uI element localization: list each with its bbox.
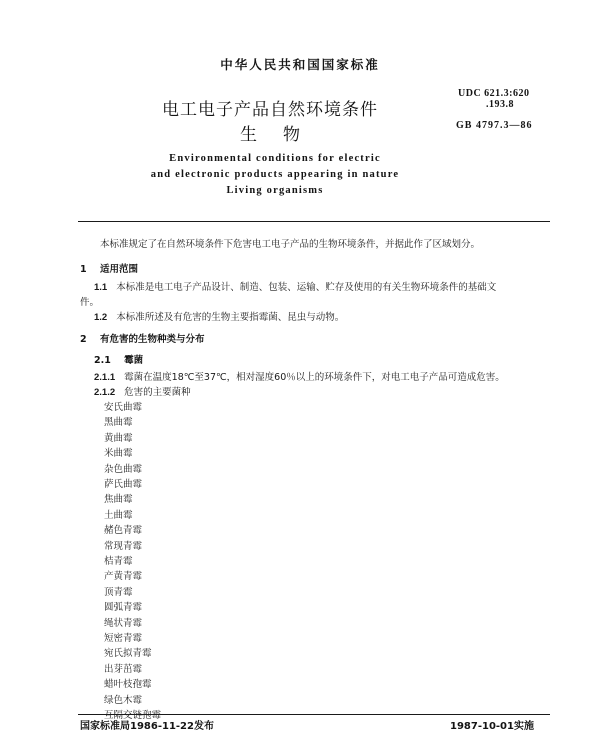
clause-1-1 [94,279,496,293]
section-1-number: 1 [80,264,87,275]
clause-2-1-2 [94,384,191,398]
section-2-heading [80,331,204,345]
intro-paragraph: 本标准规定了在自然环境条件下危害电工电子产品的生物环境条件，并据此作了区域划分。 [100,239,481,250]
fungi-item: 产黄青霉 [104,571,143,583]
clause-2-1-2-number: 2.1.2 [94,387,116,398]
section-2-title: 有危害的生物种类与分布 [99,334,205,345]
fungi-item: 黄曲霉 [104,432,133,444]
fungi-item: 焦曲霉 [104,494,133,506]
english-title-line1: Environmental conditions for electric [169,153,381,164]
udc-line2: .193.8 [486,99,514,110]
udc-line1: UDC 621.3:620 [458,88,530,99]
fungi-item: 桔青霉 [104,556,133,567]
clause-2-1-2-text: 危害的主要菌种 [124,387,191,398]
fungi-item: 出芽茁霉 [104,663,143,675]
subsection-2-1-title: 霉菌 [124,355,144,366]
english-title-line3: Living organisms [226,185,324,196]
clause-1-2-number: 1.2 [94,312,108,323]
fungi-item: 土曲霉 [104,509,133,521]
section-1-heading [80,261,138,275]
clause-1-1-number: 1.1 [94,282,108,293]
fungi-item: 绿色木霉 [104,694,143,706]
udc-code [458,88,530,110]
header-divider [78,221,550,222]
fungi-item: 绳状青霉 [104,617,143,629]
fungi-item: 赭色青霉 [104,525,143,537]
fungi-item: 蜡叶枝孢霉 [104,679,152,691]
fungi-item: 米曲霉 [104,448,133,460]
subsection-2-1-heading [94,352,143,366]
fungi-item: 宛氏拟青霉 [104,648,152,660]
english-title-line2: and electronic products appearing in nature [150,169,400,180]
fungi-item: 杂色曲霉 [104,463,143,475]
fungi-item: 短密青霉 [104,633,143,644]
effective-date: 1987-10-01实施 [450,721,534,732]
clause-1-2 [94,309,344,323]
fungi-item: 圆弧青霉 [104,602,143,614]
clause-2-1-1 [94,369,505,383]
clause-1-2-text: 本标准所述及有危害的生物主要指霉菌、昆虫与动物。 [116,312,345,323]
fungi-item: 互隔交链孢霉 [104,710,162,721]
document-title: 电工电子产品自然环境条件 [162,100,378,120]
footer-divider [78,714,550,715]
subsection-2-1-number: 2.1 [94,355,111,366]
section-1-title: 适用范围 [99,264,138,275]
fungi-item: 安氏曲霉 [104,402,143,413]
fungi-item: 常现青霉 [104,540,143,552]
clause-1-1-continued: 件。 [80,297,100,308]
gb-number: GB 4797.3—86 [456,120,533,131]
fungi-item: 黑曲霉 [104,417,133,429]
document-subtitle: 生物 [240,125,326,145]
clause-2-1-1-number: 2.1.1 [94,372,116,383]
clause-2-1-1-text: 霉菌在温度18℃至37℃，相对湿度60％以上的环境条件下，对电工电子产品可造成危害。 [124,372,505,383]
clause-1-1-text: 本标准是电工电子产品设计、制造、包装、运输、贮存及使用的有关生物环境条件的基础文 [116,282,497,293]
fungi-item: 顶青霉 [104,586,133,598]
fungi-item: 萨氏曲霉 [104,479,143,490]
standard-type-heading: 中华人民共和国国家标准 [220,57,380,72]
issue-date: 国家标准局1986-11-22发布 [80,721,214,732]
section-2-number: 2 [80,334,87,345]
